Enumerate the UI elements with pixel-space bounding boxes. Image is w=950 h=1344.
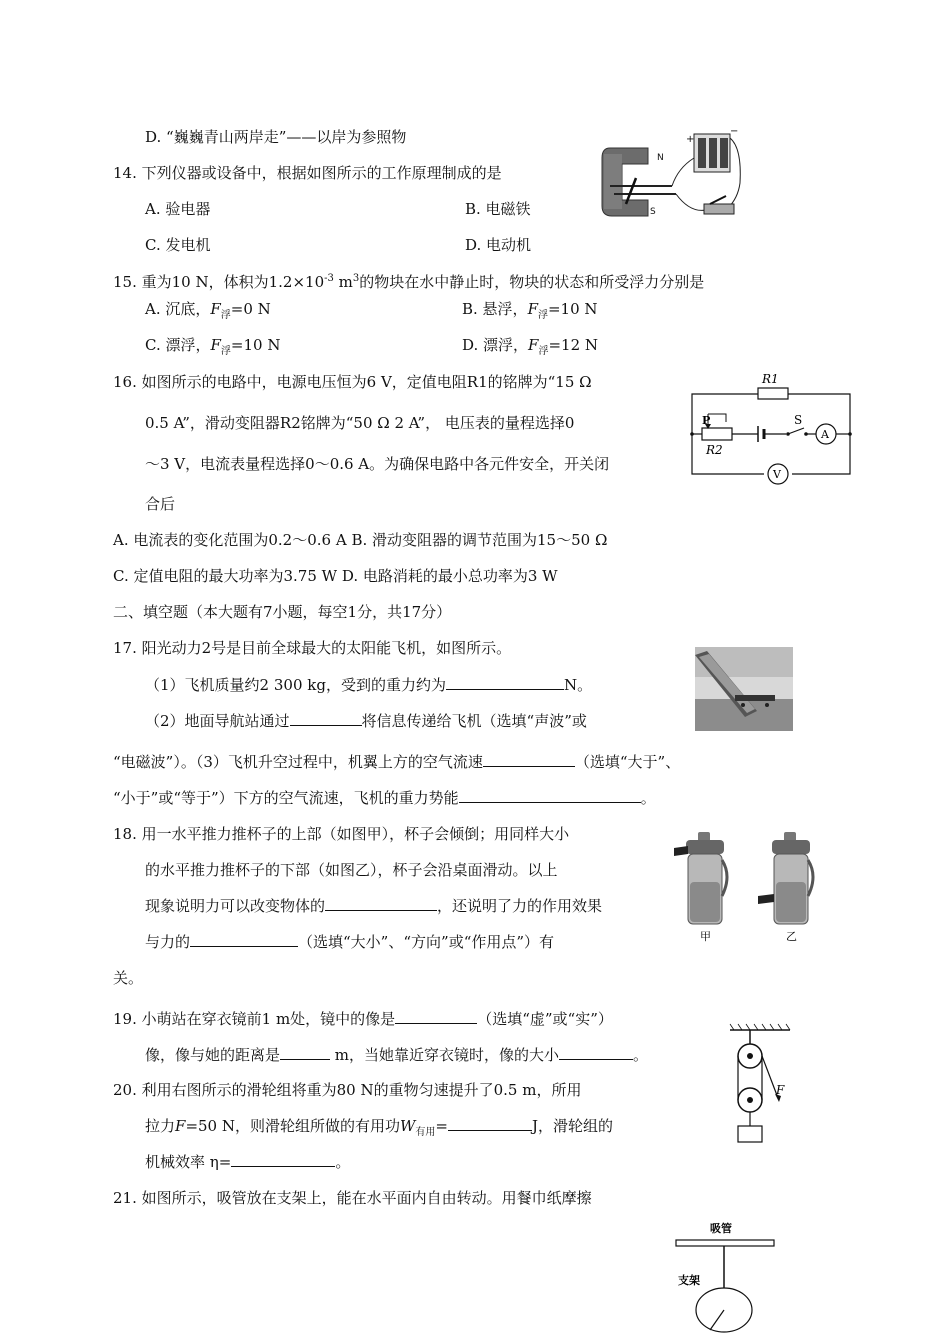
q19-line-1-tail: （选填“虚”或“实”） <box>477 1010 613 1028</box>
q17-stem <box>113 638 511 658</box>
q16-line-1-text: 如图所示的电路中，电源电压恒为6 V，定值电阻R1的铭牌为“15 Ω <box>141 373 592 391</box>
q16-fig-A: A <box>821 428 829 441</box>
q17-part-2 <box>145 711 587 731</box>
q15-option-a-F: F <box>210 300 221 318</box>
q17-part-1 <box>145 675 592 695</box>
q15-option-c-sub: 浮 <box>220 346 231 357</box>
q15-option-b-text: B. 悬浮， <box>462 300 528 318</box>
q19-line-1-text: 小萌站在穿衣镜前1 m处，镜中的像是 <box>141 1010 396 1028</box>
q14-fig-plus: + <box>686 134 695 145</box>
q17-stem-text: 阳光动力2号是目前全球最大的太阳能飞机，如图所示。 <box>141 639 512 657</box>
q15-option-a-sub: 浮 <box>220 310 231 321</box>
q18-blank-2[interactable] <box>190 932 298 947</box>
q15-option-d-value: =12 N <box>548 336 599 354</box>
q15-option-d-F: F <box>528 336 539 354</box>
q15-option-b-sub: 浮 <box>537 310 548 321</box>
q18-line-4-text: 与力的 <box>145 933 191 951</box>
q16-line-2: 0.5 A”，滑动变阻器R2铭牌为“50 Ω 2 A”， 电压表的量程选择0 <box>145 414 575 432</box>
q17-part-3 <box>113 752 680 772</box>
q19-blank-1[interactable] <box>395 1009 477 1024</box>
q21-fig-straw: 吸管 <box>710 1222 732 1235</box>
q18-fig-jia: 甲 <box>700 930 711 943</box>
q15-stem-exp: -3 <box>324 273 334 284</box>
q20-number: 20. <box>113 1081 137 1099</box>
q15-option-a-value: =0 N <box>230 300 271 318</box>
q16-options-cd: C. 定值电阻的最大功率为3.75 W D. 电路消耗的最小总功率为3 W <box>113 567 558 585</box>
q16-fig-R2: R2 <box>706 443 723 457</box>
q16-circuit-figure <box>688 366 856 488</box>
q18-line-3 <box>145 896 602 916</box>
q20-line-2-mid: =50 N，则滑轮组所做的有用功 <box>185 1117 400 1135</box>
q19-line-1 <box>113 1009 613 1029</box>
q17-number: 17. <box>113 639 137 657</box>
q18-line-1-text: 用一水平推力推杯子的上部（如图甲），杯子会倾倒；用同样大小 <box>141 825 570 843</box>
q15-option-a <box>145 299 271 326</box>
q17-part-2-text: （2）地面导航站通过 <box>145 712 290 730</box>
q17-part-3-tail: （选填“大于”、 <box>574 753 681 771</box>
q15-stem-c: 的物块在水中静止时，物块的状态和所受浮力分别是 <box>359 273 705 291</box>
q18-cups-figure <box>672 826 822 946</box>
q14-fig-minus: − <box>730 128 739 137</box>
q16-fig-V: V <box>773 468 781 481</box>
q20-fig-F: F <box>776 1083 785 1097</box>
q15-stem-sup: 3 <box>352 273 360 284</box>
q18-line-3-tail: ，还说明了力的作用效果 <box>437 897 603 915</box>
q17-part-4 <box>113 788 656 808</box>
q14-fig-N: N <box>657 153 664 163</box>
q16-fig-S: S <box>794 413 803 427</box>
q18-line-1 <box>113 824 569 844</box>
q20-line-1-text: 利用右图所示的滑轮组将重为80 N的重物匀速提升了0.5 m，所用 <box>141 1081 582 1099</box>
q18-fig-yi: 乙 <box>786 930 797 943</box>
q15-option-b <box>462 299 598 326</box>
q17-part-4-tail: 。 <box>640 789 656 807</box>
q19-line-2-text: 像，像与她的距离是 <box>145 1046 281 1064</box>
q15-number: 15. <box>113 273 137 291</box>
q19-line-2-tail: 。 <box>633 1046 649 1064</box>
q17-blank-1[interactable] <box>446 675 564 690</box>
q16-fig-R1: R1 <box>762 372 779 386</box>
q16-number: 16. <box>113 373 137 391</box>
q14-number: 14. <box>113 164 137 182</box>
q18-line-2: 的水平推力推杯子的下部（如图乙），杯子会沿桌面滑动。以上 <box>145 861 558 879</box>
q20-line-2-W: W <box>400 1117 416 1135</box>
q20-pulley-figure <box>726 1022 796 1146</box>
q21-straw-figure <box>664 1218 784 1340</box>
q18-line-4-tail: （选填“大小”、“方向”或“作用点”）有 <box>298 933 555 951</box>
q20-blank-2[interactable] <box>231 1152 335 1167</box>
q15-option-d <box>462 335 598 362</box>
q17-blank-3[interactable] <box>483 752 575 767</box>
q17-solar-plane-photo <box>695 647 793 731</box>
q15-option-a-text: A. 沉底， <box>145 300 211 318</box>
q18-line-5: 关。 <box>113 969 144 987</box>
q16-fig-P: P <box>702 414 711 427</box>
q14-motor-figure <box>600 128 745 228</box>
q19-line-2 <box>145 1045 648 1065</box>
q14-fig-S: S <box>650 207 656 217</box>
q20-line-2-eq: = <box>435 1117 448 1135</box>
q19-blank-2[interactable] <box>280 1045 330 1060</box>
q16-line-3: ～3 V，电流表量程选择0～0.6 A。为确保电路中各元件安全，开关闭 <box>145 455 610 473</box>
q15-option-c <box>145 335 280 362</box>
q14-option-c: C. 发电机 <box>145 236 211 254</box>
q14-stem-text: 下列仪器或设备中，根据如图所示的工作原理制成的是 <box>141 164 502 182</box>
q15-option-b-F: F <box>527 300 538 318</box>
q18-line-3-text: 现象说明力可以改变物体的 <box>145 897 326 915</box>
q15-option-c-F: F <box>210 336 221 354</box>
q17-part-2-tail: 将信息传递给飞机（选填“声波”或 <box>361 712 587 730</box>
q16-line-1 <box>113 372 592 392</box>
q15-option-c-value: =10 N <box>230 336 281 354</box>
q15-option-d-text: D. 漂浮， <box>462 336 529 354</box>
q16-options-ab: A. 电流表的变化范围为0.2～0.6 A B. 滑动变阻器的调节范围为15～50 Ω <box>113 531 608 549</box>
q18-blank-1[interactable] <box>325 896 437 911</box>
q20-line-2 <box>145 1116 613 1143</box>
q13-option-d: D. “巍巍青山两岸走”——以岸为参照物 <box>145 128 407 146</box>
q17-blank-4[interactable] <box>459 788 641 803</box>
section-2-title: 二、填空题（本大题有7小题，每空1分，共17分） <box>113 603 452 621</box>
q14-stem <box>113 163 502 183</box>
q17-part-1-text: （1）飞机质量约2 300 kg，受到的重力约为 <box>145 676 446 694</box>
q20-line-2-text: 拉力 <box>145 1117 176 1135</box>
q14-option-a: A. 验电器 <box>145 200 211 218</box>
q19-line-2-mid: m，当她靠近穿衣镜时，像的大小 <box>334 1046 560 1064</box>
q16-line-4: 合后 <box>145 495 176 513</box>
q20-blank-1[interactable] <box>448 1116 532 1131</box>
q19-blank-3[interactable] <box>559 1045 633 1060</box>
q14-option-d: D. 电动机 <box>465 236 532 254</box>
q17-part-1-unit: N。 <box>563 676 593 694</box>
q18-number: 18. <box>113 825 137 843</box>
q18-line-4 <box>145 932 554 952</box>
q21-line-1 <box>113 1188 592 1208</box>
q14-option-b: B. 电磁铁 <box>465 200 531 218</box>
q20-line-3-tail: 。 <box>335 1153 351 1171</box>
q21-fig-stand: 支架 <box>678 1274 700 1287</box>
q20-line-2-sub: 有用 <box>415 1127 436 1138</box>
q17-part-3-text: “电磁波”）。（3）飞机升空过程中，机翼上方的空气流速 <box>113 753 483 771</box>
q20-line-3 <box>145 1152 350 1172</box>
q19-number: 19. <box>113 1010 137 1028</box>
q20-line-2-F: F <box>175 1117 186 1135</box>
q15-stem <box>113 269 704 292</box>
q21-line-1-text: 如图所示，吸管放在支架上，能在水平面内自由转动。用餐巾纸摩擦 <box>141 1189 592 1207</box>
q15-stem-b: m <box>333 273 353 291</box>
q20-line-1 <box>113 1080 581 1100</box>
q20-line-2-tail: J，滑轮组的 <box>532 1117 614 1135</box>
q21-number: 21. <box>113 1189 137 1207</box>
q20-line-3-text: 机械效率 η= <box>145 1153 232 1171</box>
q17-part-4-text: “小于”或“等于”）下方的空气流速，飞机的重力势能 <box>113 789 459 807</box>
q17-blank-2[interactable] <box>290 711 362 726</box>
q15-option-c-text: C. 漂浮， <box>145 336 211 354</box>
q15-option-d-sub: 浮 <box>538 346 549 357</box>
q15-stem-a: 重为10 N，体积为1.2×10 <box>141 273 325 291</box>
q15-option-b-value: =10 N <box>547 300 598 318</box>
